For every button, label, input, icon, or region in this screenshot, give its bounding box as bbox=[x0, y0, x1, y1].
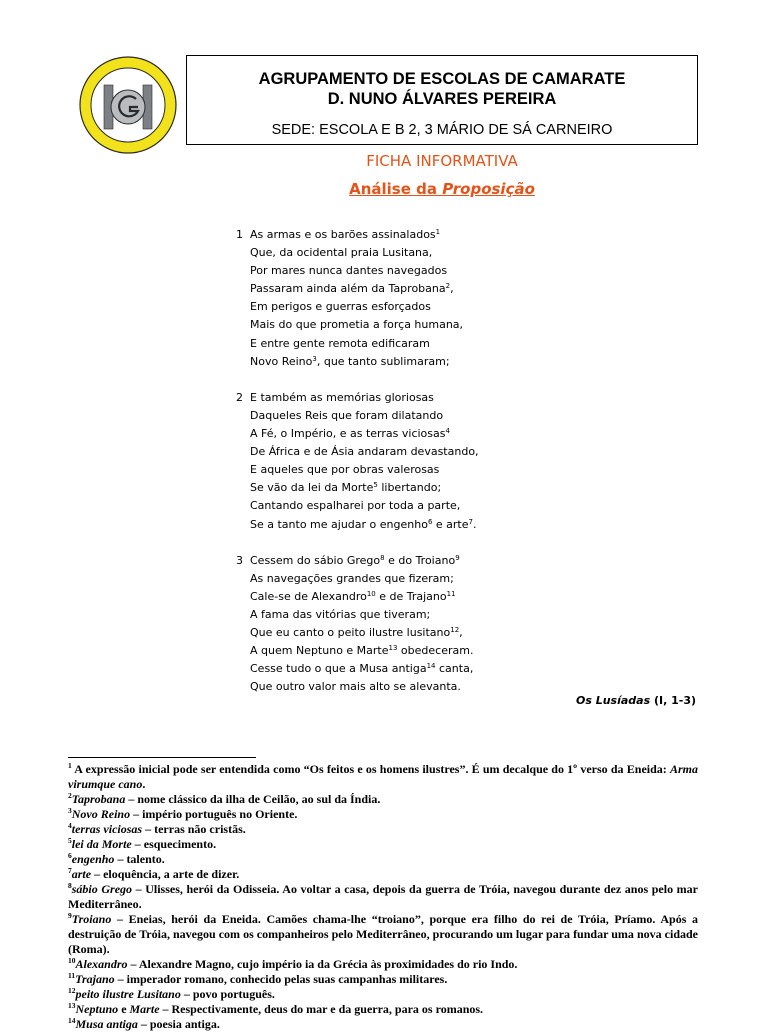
footnote-term: Musa antiga bbox=[75, 1017, 138, 1031]
verse-text: , que tanto sublimaram; bbox=[316, 354, 450, 368]
verse bbox=[236, 244, 479, 262]
footnote-term: peito ilustre Lusitano bbox=[75, 987, 181, 1001]
footnote-ref: 7 bbox=[468, 517, 473, 526]
footnote-text: – Eneias, herói da Eneida. Camões chama-lhe “troiano”, porque era filho do rei de Tróia, Príamo. Após a destruição de Tróia, navegou com os companheiros pelo Mediterrâneo, procurando um lugar para fundar uma nova cidade (Roma). bbox=[68, 912, 698, 956]
footnote-ref: 10 bbox=[366, 589, 376, 598]
verse-text: Cale-se de Alexandro bbox=[250, 589, 367, 603]
footnote-ref: 1 bbox=[435, 228, 441, 236]
verse bbox=[236, 479, 479, 497]
verse bbox=[236, 624, 479, 642]
verse-text: De África e de Ásia andaram devastando, bbox=[250, 445, 479, 459]
footnote-ref: 6 bbox=[427, 517, 433, 526]
footnote-ref: 9 bbox=[455, 553, 460, 562]
verse-text: A Fé, o Império, e as terras viciosas bbox=[250, 427, 446, 441]
footnote-text: A expressão inicial pode ser entendida como “Os feitos e os homens ilustres”. É um decalque do 1º verso da Eneida: bbox=[71, 762, 670, 776]
verse-text: , bbox=[450, 282, 454, 296]
verse-text: Cantando espalharei por toda a parte, bbox=[250, 499, 461, 513]
footnote-term: Taprobana bbox=[71, 792, 126, 806]
footnote bbox=[68, 912, 698, 957]
poem-source bbox=[576, 694, 696, 707]
footnote-text: – poesia antiga. bbox=[137, 1017, 220, 1031]
footnote-ref: 14 bbox=[426, 662, 436, 671]
verse-text: Em perigos e guerras esforçados bbox=[250, 300, 431, 314]
verse-text: canta, bbox=[435, 662, 474, 676]
verse-text: Que eu canto o peito ilustre lusitano bbox=[250, 626, 451, 640]
footnote-text: – esquecimento. bbox=[131, 837, 217, 851]
verse-text: E entre gente remota edificaram bbox=[250, 336, 430, 350]
stanza-number: 2 bbox=[236, 390, 243, 404]
footnote-number: 5 bbox=[68, 836, 72, 845]
footnote-ref: 4 bbox=[445, 427, 450, 436]
verse-text: A quem Neptuno e Marte bbox=[250, 644, 389, 658]
verse-text: Daqueles Reis que foram dilatando bbox=[250, 408, 444, 422]
footnote bbox=[68, 987, 698, 1002]
footnote-number: 8 bbox=[68, 881, 72, 890]
verse-text: Novo Reino bbox=[250, 354, 313, 368]
verse-text: Cesse tudo o que a Musa antiga bbox=[250, 662, 427, 676]
verse bbox=[236, 642, 479, 660]
footnote-number: 6 bbox=[68, 851, 72, 860]
footnote bbox=[68, 1002, 698, 1017]
footnote-number: 14 bbox=[68, 1016, 76, 1025]
footnote-number: 2 bbox=[68, 791, 72, 800]
verse bbox=[236, 298, 479, 316]
footnote bbox=[68, 792, 698, 807]
footnote-ref: 2 bbox=[445, 282, 451, 291]
footnote bbox=[68, 867, 698, 882]
footnote-term: lei da Morte bbox=[71, 837, 132, 851]
footnote-term: sábio Grego bbox=[71, 882, 133, 896]
stanza-number: 1 bbox=[236, 228, 243, 241]
verse bbox=[236, 606, 479, 624]
verse-text: E também as memórias gloriosas bbox=[250, 390, 434, 404]
verse-text: As armas e os barões assinalados bbox=[250, 228, 436, 241]
footnote-text: – povo português. bbox=[180, 987, 275, 1001]
verse-text: , bbox=[459, 626, 463, 640]
verse-text: Se vão da lei da Morte bbox=[250, 481, 374, 495]
verse bbox=[236, 316, 479, 334]
header-box bbox=[186, 55, 698, 145]
verse bbox=[236, 497, 479, 515]
footnote-ref: 13 bbox=[388, 644, 398, 653]
verse-text: . bbox=[472, 517, 477, 531]
footnote-term: Alexandro bbox=[75, 957, 128, 971]
footnote bbox=[68, 822, 698, 837]
verse-text: As navegações grandes que fizeram; bbox=[250, 571, 454, 585]
footnote-text: e bbox=[118, 1002, 130, 1016]
footnote-text: – Respectivamente, deus do mar e da guerra, para os romanos. bbox=[159, 1002, 484, 1016]
document-type: FICHA INFORMATIVA bbox=[366, 152, 518, 170]
footnote bbox=[68, 837, 698, 852]
footnote bbox=[68, 762, 698, 792]
school-name-line1: AGRUPAMENTO DE ESCOLAS DE CAMARATE bbox=[258, 70, 626, 88]
footnote bbox=[68, 1017, 698, 1032]
verse bbox=[236, 280, 479, 298]
footnote bbox=[68, 882, 698, 912]
footnote-text: – terras não cristãs. bbox=[142, 822, 246, 836]
footnote-number: 10 bbox=[68, 956, 76, 965]
verse-text: obedeceram. bbox=[397, 644, 474, 658]
school-logo bbox=[78, 55, 178, 155]
footnote-ref: 12 bbox=[450, 626, 460, 635]
footnote-text: – império português no Oriente. bbox=[130, 807, 298, 821]
verse bbox=[236, 425, 479, 443]
footnote-text: – talento. bbox=[114, 852, 165, 866]
footnote-term: Novo Reino bbox=[71, 807, 131, 821]
footnotes bbox=[68, 762, 698, 1032]
stanza-number: 3 bbox=[236, 553, 243, 567]
verse bbox=[236, 552, 479, 570]
verse-text: Que outro valor mais alto se alevanta. bbox=[250, 680, 461, 694]
verse bbox=[236, 443, 479, 461]
footnote-number: 12 bbox=[68, 986, 76, 995]
verse bbox=[236, 588, 479, 606]
verse-text: Que, da ocidental praia Lusitana, bbox=[250, 246, 433, 260]
verse-text: Se a tanto me ajudar o engenho bbox=[250, 517, 428, 531]
school-name bbox=[187, 69, 697, 109]
verse bbox=[236, 389, 479, 407]
footnote-term: Neptuno bbox=[75, 1002, 119, 1016]
title-emphasis: Proposição bbox=[442, 180, 535, 198]
verse bbox=[236, 660, 479, 678]
verse bbox=[236, 678, 479, 696]
stanza bbox=[236, 552, 479, 697]
verse bbox=[236, 226, 479, 244]
stanza bbox=[236, 389, 479, 534]
footnote bbox=[68, 957, 698, 972]
footnote-number: 11 bbox=[68, 971, 76, 980]
footnote-ref: 11 bbox=[446, 589, 456, 598]
document-title bbox=[186, 180, 698, 198]
footnote-text: – eloquência, a arte de dizer. bbox=[91, 867, 240, 881]
verse-text: A fama das vitórias que tiveram; bbox=[250, 607, 431, 621]
footnote-text: – Ulisses, herói da Odisseia. Ao voltar a casa, depois da guerra de Tróia, navegou durante dez anos pelo mar Mediterrâneo. bbox=[68, 882, 698, 911]
footnote-ref: 8 bbox=[380, 553, 385, 562]
verse-text: e do Troiano bbox=[384, 553, 456, 567]
footnote bbox=[68, 852, 698, 867]
footnote bbox=[68, 807, 698, 822]
footnote-text: – Alexandre Magno, cujo império ia da Grécia às proximidades do rio Indo. bbox=[127, 957, 518, 971]
verse bbox=[236, 461, 479, 479]
footnote-term: terras viciosas bbox=[71, 822, 143, 836]
verse-text: Mais do que prometia a força humana, bbox=[250, 318, 464, 332]
school-sede: SEDE: ESCOLA E B 2, 3 MÁRIO DE SÁ CARNEIRO bbox=[271, 122, 613, 138]
footnote-term: Arma virumque cano bbox=[68, 762, 698, 791]
source-work: Os Lusíadas bbox=[575, 694, 651, 707]
verse bbox=[236, 516, 479, 534]
verse bbox=[236, 570, 479, 588]
school-name-line2: D. NUNO ÁLVARES PEREIRA bbox=[327, 90, 557, 108]
verse bbox=[236, 407, 479, 425]
verse-text: Cessem do sábio Grego bbox=[250, 553, 381, 567]
verse bbox=[236, 353, 479, 371]
poem bbox=[236, 226, 479, 715]
footnote-ref: 5 bbox=[373, 481, 378, 490]
footnote-term: Troiano bbox=[71, 912, 112, 926]
verse-text: E aqueles que por obras valerosas bbox=[250, 463, 440, 477]
verse-text: e arte bbox=[432, 517, 469, 531]
footnote-text: . bbox=[142, 777, 146, 791]
stanza bbox=[236, 226, 479, 371]
footnote-number: 4 bbox=[68, 821, 72, 830]
footnote bbox=[68, 972, 698, 987]
verse bbox=[236, 262, 479, 280]
footnote-text: – imperador romano, conhecido pelas suas campanhas militares. bbox=[114, 972, 448, 986]
verse-text: Passaram ainda além da Taprobana bbox=[250, 282, 446, 296]
footnote-number: 3 bbox=[68, 806, 72, 815]
footnote-separator bbox=[68, 757, 256, 758]
source-ref: (I, 1-3) bbox=[650, 694, 696, 707]
footnote-term: Marte bbox=[129, 1002, 160, 1016]
footnote-term: engenho bbox=[71, 852, 115, 866]
footnote-text: – nome clássico da ilha de Ceilão, ao sul da Índia. bbox=[125, 792, 381, 806]
verse bbox=[236, 335, 479, 353]
verse-text: e de Trajano bbox=[375, 589, 447, 603]
footnote-term: arte bbox=[71, 867, 92, 881]
footnote-number: 9 bbox=[68, 911, 72, 920]
footnote-term: Trajano bbox=[75, 972, 115, 986]
footnote-ref: 3 bbox=[312, 354, 317, 363]
verse-text: libertando; bbox=[377, 481, 442, 495]
title-prefix: Análise da bbox=[349, 180, 443, 198]
footnote-number: 13 bbox=[68, 1001, 76, 1010]
footnote-number: 7 bbox=[68, 866, 72, 875]
verse-text: Por mares nunca dantes navegados bbox=[250, 264, 448, 278]
footnote-number: 1 bbox=[68, 761, 72, 770]
